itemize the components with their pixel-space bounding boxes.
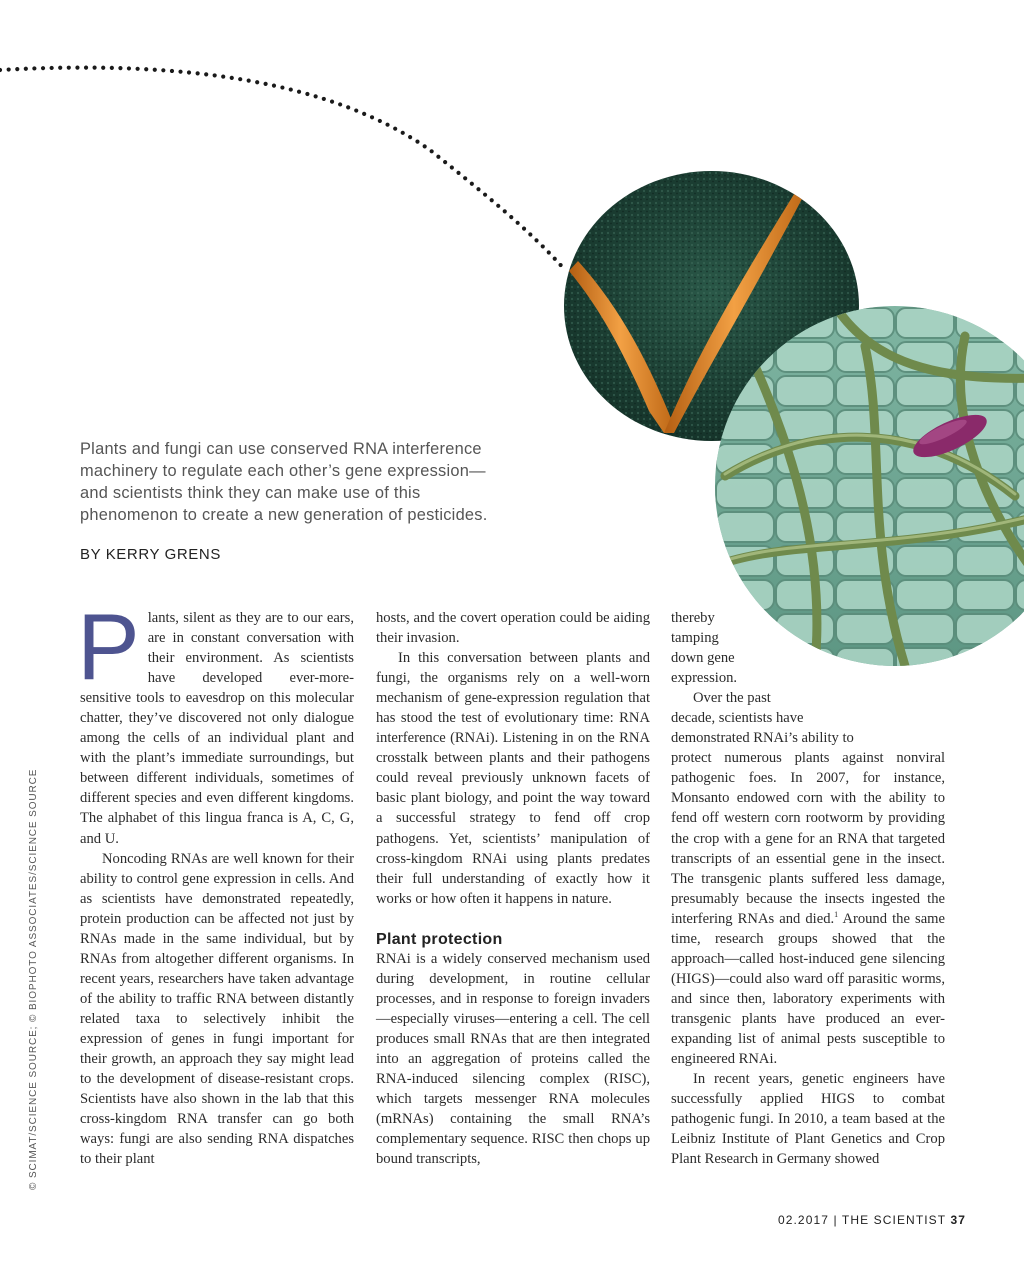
drop-cap: P [77,594,140,699]
wrapped-line: decade, scientists have [671,710,804,727]
page-folio [778,1213,966,1227]
body-paragraph: hosts, and the covert operation could be aiding their invasion. [376,610,650,647]
body-paragraph [671,748,945,1069]
paragraph-text: Around the same time, research groups showed that the approach—called host-induced gene silencing (HIGS)—could also ward off parasitic worms, and since then, laboratory experiments with transgenic plants have produced an ever-expanding list of animal pests susceptible to engineered RNAi. [671,910,946,1068]
article-column-1 [77,594,354,1169]
byline: BY KERRY GRENS [80,546,221,563]
wrapped-line: Over the past [693,690,771,707]
wrapped-line: tamping [671,630,719,647]
wrapped-line: thereby [671,610,715,626]
paragraph-text: lants, silent as they are to our ears, are in constant conversation with their environment. As scientists have developed ever-more-sensitive tools to eavesdrop on this molecular chatter, they’ve discovered not only dialogue among the cells of an individual plant and with the plant’s immediate surroundings, but between different individuals, sometimes of different species and even different kingdoms. The alphabet of this lingua franca is A, C, G, and U. [80,610,354,847]
folio-separator: | [833,1213,838,1227]
body-paragraph: In this conversation between plants and fungi, the organisms rely on a well-worn mechanism of gene-expression regulation that has stood the test of evolutionary time: RNA interference (RNAi). Listening in on the RNA crosstalk between plants and their pathogens could reveal previously unknown facets of basic plant biology, and point the way toward a successful strategy to fend off crop pathogens. Yet, scientists’ manipulation of cross-kingdom RNAi using plants predates their full understanding of exactly how it works or how often it happens in nature. [376,650,650,907]
deck-line: phenomenon to create a new generation of pesticides. [80,506,488,524]
body-paragraph: RNAi is a widely conserved mechanism used during development, in routine cellular processes, and in response to foreign invaders—especially viruses—entering a cell. The cell produces small RNAs that are then integrated into an aggregation of proteins called the RNA-induced silencing complex (RISC), which targets messenger RNA molecules (mRNAs) containing the small RNA’s complementary sequence. RISC then chops up bound transcripts, [376,950,650,1168]
deck-line: and scientists think they can make use of this [80,484,421,502]
wrapped-line: demonstrated RNAi’s ability to [671,730,854,747]
footnote-marker[interactable]: 1 [834,909,839,919]
paragraph-text: protect numerous plants against nonviral pathogenic foes. In 2007, for instance, Monsanto endowed corn with the ability to fend off western corn rootworm by providing the crop with a gene for an RNA that targeted transcripts of an essential gene in the insect. The transgenic plants suffered less damage, presumably because the insects ingested the interfering RNAs and died. [671,750,945,927]
body-paragraph [671,688,945,748]
body-paragraph: Noncoding RNAs are well known for their ability to control gene expression in cells. And as scientists have demonstrated repeatedly, protein production can be affected not just by RNAs made in the same individual, but by RNAs from altogether different organisms. In recent years, researchers have taken advantage of the ability to traffic RNA between distantly related taxa to selectively inhibit the expression of genes in fungi important for their growth, an approach they say might lead to the development of disease-resistant crops. Scientists have also shown in the lab that this cross-kingdom RNA transfer can go both ways: fungi are also sending RNA dispatches to their plant [80,850,354,1168]
article-deck [80,438,550,526]
wrapped-line: expression. [671,670,738,687]
deck-line: Plants and fungi can use conserved RNA interference [80,440,482,458]
body-paragraph [77,594,354,849]
article-column-2 [376,608,650,1169]
article-column-3 [671,608,945,1169]
body-paragraph [671,608,945,688]
magazine-name: THE SCIENTIST [841,1213,946,1227]
deck-line: machinery to regulate each other’s gene expression— [80,462,486,480]
body-paragraph: In recent years, genetic engineers have successfully applied HIGS to combat pathogenic fungi. In 2010, a team based at the Leibniz Institute of Plant Genetics and Crop Plant Research in Germany showed [671,1071,945,1168]
section-subhead: Plant protection [376,930,503,948]
issue-date: 02.2017 [777,1213,830,1227]
page-number: 37 [950,1213,966,1227]
photo-credit: © SCIMAT/SCIENCE SOURCE; © BIOPHOTO ASSOCIATES/SCIENCE SOURCE [28,768,39,1190]
wrapped-line: down gene [671,650,735,667]
dotted-arc-decoration [0,0,1024,340]
